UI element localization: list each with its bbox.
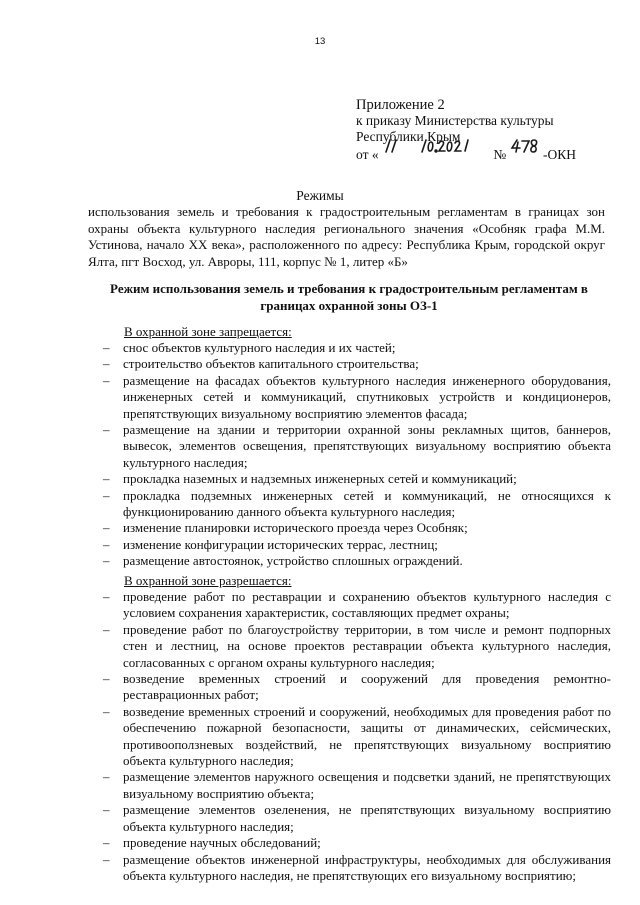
list-item: – изменение планировки исторического проезда через Особняк; [103,520,468,536]
list-item: – размещение элементов наружного освещения и подсветки зданий, не препятствующих визуальному восприятию объекта; [103,769,611,801]
list-item: – прокладка наземных и надземных инженерных сетей и коммуникаций; [103,471,517,487]
appendix-title: Приложение 2 [356,97,445,113]
list-item: – возведение временных строений и сооружений, необходимых для проведения работ по обеспечению пожарной безопасности, защиты от динамических, сейсмических, противооползневых воздействий, не препятствующих визуальному восприятию объекта культурного наследия; [103,703,611,769]
list-item: – размещение элементов озеленения, не препятствующих визуальному восприятию объекта культурного наследия; [103,802,611,834]
permitted-list [103,589,611,884]
document-suffix: -ОКН [543,147,576,162]
list-item: – проведение научных обследований; [103,835,321,851]
list-item: – размещение объектов инженерной инфраструктуры, необходимых для обслуживания объекта культурного наследия, не препятствующих его визуальному восприятию; [103,851,611,883]
list-item: – проведение работ по реставрации и сохранению объектов культурного наследия с условием сохранения характеристик, составляющих предмет охраны; [103,589,611,621]
prohibited-list [103,340,611,570]
handwritten-date-signature [382,145,490,159]
number-sign: № [493,147,507,162]
appendix-order-line: к приказу Министерства культуры [356,113,554,128]
regimes-title: Режимы [296,188,344,203]
list-item: – снос объектов культурного наследия и их частей; [103,340,396,355]
list-item: – прокладка подземных инженерных сетей и коммуникаций, не относящихся к функционированию данного объекта культурного наследия; [103,487,611,520]
list-item: – проведение работ по благоустройству территории, в том числе и ремонт подпорных стен и лестниц, на основе проектов реставрации объекта культурного наследия, согласованных с органом охраны культурного наследия; [103,621,611,670]
prohibited-heading: В охранной зоне запрещается: [124,324,292,339]
appendix-republic-line: Республики Крым [356,129,461,144]
section-title: Режим использования земель и требования к градостроительным регламентам в границах охранной зоны ОЗ-1 [110,281,588,313]
list-item: – изменение конфигурации исторических террас, лестниц; [103,536,438,552]
list-item: – размещение на фасадах объектов культурного наследия инженерного оборудования, инженерных сетей и коммуникаций, спутниковых устройств и кондиционеров, препятствующих визуальному восприятию элементов фасада; [103,372,611,421]
permitted-heading: В охранной зоне разрешается: [124,573,292,588]
list-item: – возведение временных строений и сооружений для проведения ремонтно-реставрационных работ; [103,671,611,703]
date-prefix: от « [356,147,379,162]
list-item: – размещение автостоянок, устройство сплошных ограждений. [103,553,463,569]
appendix-date-line [356,145,576,163]
handwritten-number-signature [510,145,540,159]
regimes-description: использования земель и требования к градостроительным регламентам в границах зон охраны объекта культурного наследия регионального значения «Особняк графа М.М. Устинова, начало XX века», расположенного по адресу: Республика Крым, городской округ Ялта, пгт Восход, ул. Авроры, 111, корпус № 1, литер «Б» [88,204,605,269]
list-item: – размещение на здании и территории охранной зоны рекламных щитов, баннеров, вывесок, элементов освещения, препятствующих визуальному восприятию объекта культурного наследия; [103,422,611,470]
appendix-block [356,97,576,163]
list-item: – строительство объектов капитального строительства; [103,356,419,372]
page-number: 13 [314,36,326,47]
